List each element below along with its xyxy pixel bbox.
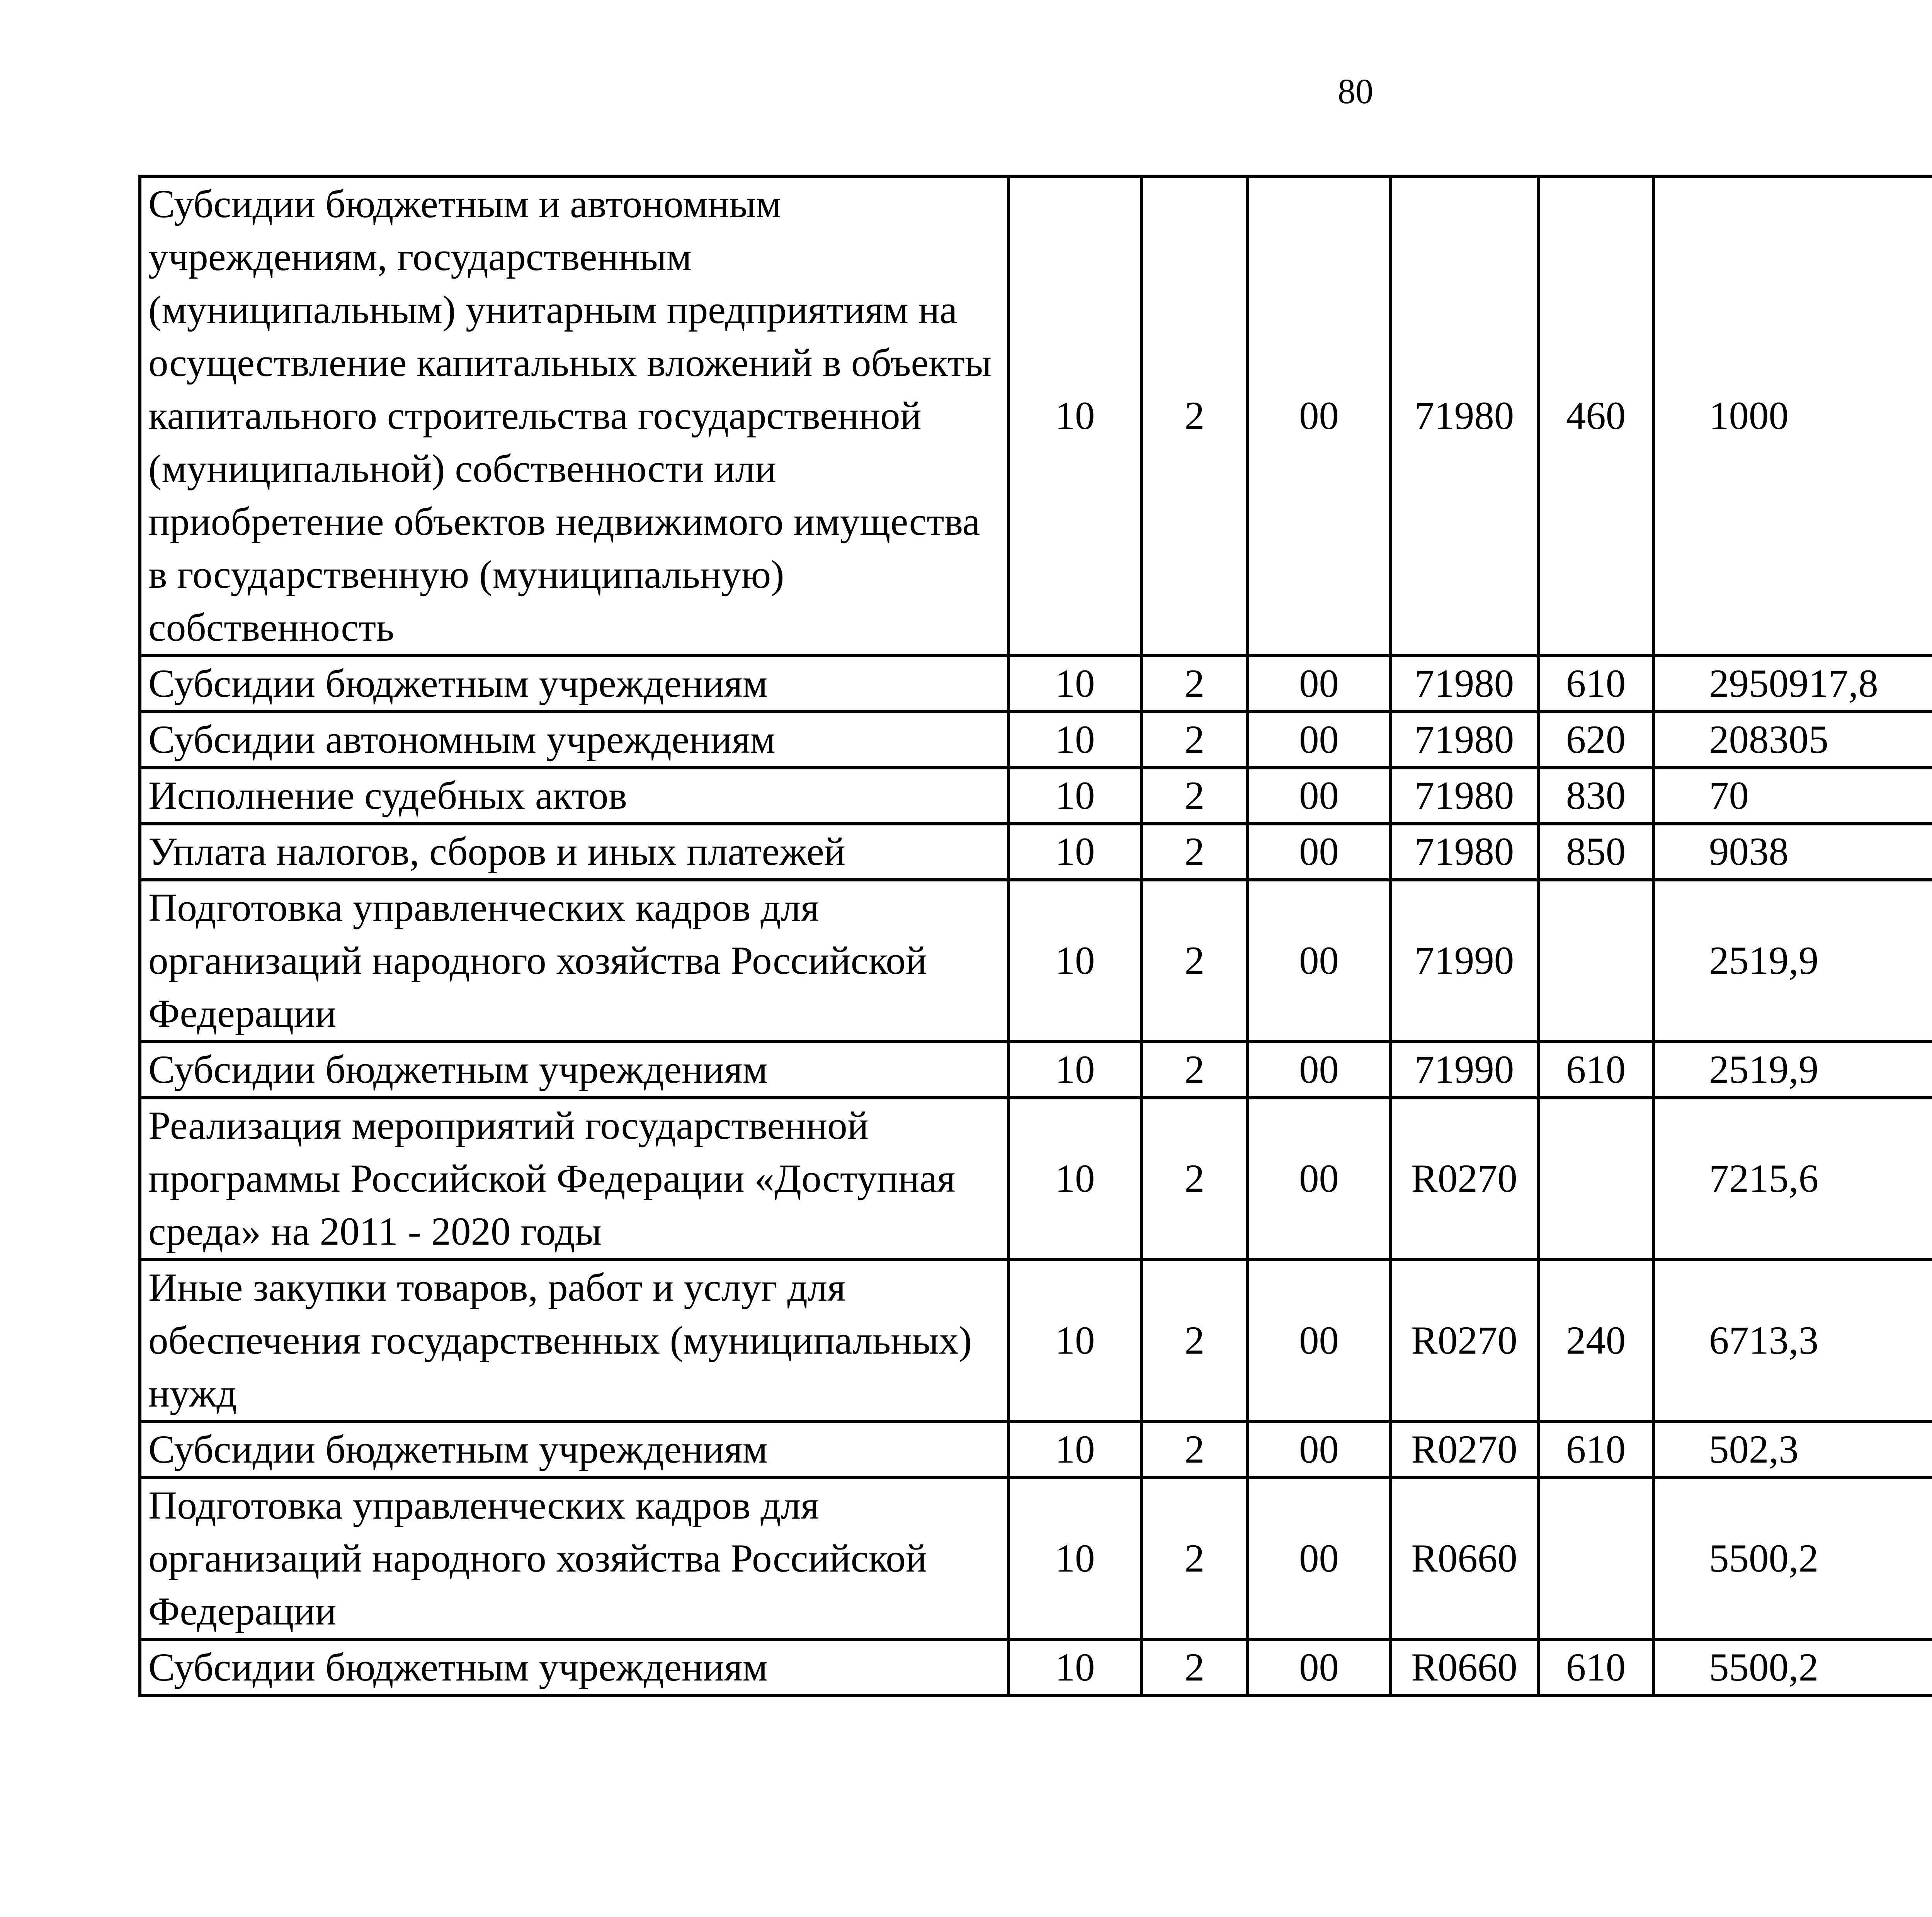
direction-code: 71990	[1390, 1042, 1538, 1098]
program-code: 00	[1248, 1260, 1390, 1422]
table-row	[140, 712, 1932, 768]
expense-type-code	[1538, 1478, 1653, 1640]
direction-code: 71980	[1390, 824, 1538, 880]
expense-type-code: 620	[1538, 712, 1653, 768]
section-code: 10	[1009, 712, 1141, 768]
subsection-code: 2	[1141, 176, 1248, 656]
expense-type-code	[1538, 880, 1653, 1042]
program-code: 00	[1248, 1098, 1390, 1260]
direction-code: 71980	[1390, 768, 1538, 824]
item-name: Иные закупки товаров, работ и услуг для обеспечения государственных (муниципальных) нужд	[140, 1260, 1009, 1422]
section-code: 10	[1009, 656, 1141, 712]
expense-type-code: 610	[1538, 1422, 1653, 1478]
table-row	[140, 1260, 1932, 1422]
program-code: 00	[1248, 824, 1390, 880]
subsection-code: 2	[1141, 880, 1248, 1042]
section-code: 10	[1009, 768, 1141, 824]
subsection-code: 2	[1141, 1640, 1248, 1696]
item-name: Субсидии бюджетным учреждениям	[140, 1422, 1009, 1478]
section-code: 10	[1009, 1260, 1141, 1422]
amount-year-1: 208305	[1653, 712, 1932, 768]
table-row	[140, 656, 1932, 712]
section-code: 10	[1009, 1422, 1141, 1478]
expense-type-code: 460	[1538, 176, 1653, 656]
expense-type-code: 850	[1538, 824, 1653, 880]
direction-code: R0270	[1390, 1260, 1538, 1422]
program-code: 00	[1248, 880, 1390, 1042]
expense-type-code: 830	[1538, 768, 1653, 824]
amount-year-1: 2519,9	[1653, 880, 1932, 1042]
expense-type-code: 610	[1538, 1042, 1653, 1098]
item-name: Реализация мероприятий государственной программы Российской Федерации «Доступная среда» на 2011 - 2020 годы	[140, 1098, 1009, 1260]
direction-code: R0270	[1390, 1098, 1538, 1260]
program-code: 00	[1248, 1478, 1390, 1640]
amount-year-1: 70	[1653, 768, 1932, 824]
program-code: 00	[1248, 768, 1390, 824]
direction-code: R0660	[1390, 1640, 1538, 1696]
program-code: 00	[1248, 656, 1390, 712]
program-code: 00	[1248, 176, 1390, 656]
table-row	[140, 1640, 1932, 1696]
expense-type-code: 610	[1538, 1640, 1653, 1696]
amount-year-1: 9038	[1653, 824, 1932, 880]
table-row	[140, 1478, 1932, 1640]
item-name: Исполнение судебных актов	[140, 768, 1009, 824]
subsection-code: 2	[1141, 1260, 1248, 1422]
subsection-code: 2	[1141, 1478, 1248, 1640]
amount-year-1: 6713,3	[1653, 1260, 1932, 1422]
budget-table	[138, 175, 1932, 1697]
table-row	[140, 880, 1932, 1042]
item-name: Субсидии бюджетным учреждениям	[140, 1042, 1009, 1098]
table-row	[140, 824, 1932, 880]
direction-code: R0270	[1390, 1422, 1538, 1478]
amount-year-1: 5500,2	[1653, 1640, 1932, 1696]
item-name: Субсидии автономным учреждениям	[140, 712, 1009, 768]
section-code: 10	[1009, 880, 1141, 1042]
table-row	[140, 176, 1932, 656]
section-code: 10	[1009, 1640, 1141, 1696]
section-code: 10	[1009, 1098, 1141, 1260]
page-number: 80	[1338, 71, 1373, 111]
section-code: 10	[1009, 176, 1141, 656]
program-code: 00	[1248, 1042, 1390, 1098]
program-code: 00	[1248, 712, 1390, 768]
expense-type-code: 610	[1538, 656, 1653, 712]
expense-type-code	[1538, 1098, 1653, 1260]
table-row	[140, 1422, 1932, 1478]
item-name: Субсидии бюджетным учреждениям	[140, 1640, 1009, 1696]
amount-year-1: 1000	[1653, 176, 1932, 656]
item-name: Субсидии бюджетным и автономным учреждениям, государственным (муниципальным) унитарным предприятиям на осуществление капитальных вложений в объекты капитального строительства государственной (муниципальной) собственности или приобретение объектов недвижимого имущества в государственную (муниципальную) собственность	[140, 176, 1009, 656]
item-name: Уплата налогов, сборов и иных платежей	[140, 824, 1009, 880]
direction-code: 71980	[1390, 656, 1538, 712]
subsection-code: 2	[1141, 1098, 1248, 1260]
program-code: 00	[1248, 1422, 1390, 1478]
table-row	[140, 1042, 1932, 1098]
subsection-code: 2	[1141, 1422, 1248, 1478]
direction-code: 71990	[1390, 880, 1538, 1042]
item-name: Подготовка управленческих кадров для организаций народного хозяйства Российской Федерации	[140, 1478, 1009, 1640]
direction-code: R0660	[1390, 1478, 1538, 1640]
subsection-code: 2	[1141, 1042, 1248, 1098]
amount-year-1: 7215,6	[1653, 1098, 1932, 1260]
item-name: Подготовка управленческих кадров для организаций народного хозяйства Российской Федерации	[140, 880, 1009, 1042]
program-code: 00	[1248, 1640, 1390, 1696]
table-row	[140, 768, 1932, 824]
amount-year-1: 2519,9	[1653, 1042, 1932, 1098]
subsection-code: 2	[1141, 824, 1248, 880]
table-row	[140, 1098, 1932, 1260]
subsection-code: 2	[1141, 712, 1248, 768]
section-code: 10	[1009, 1478, 1141, 1640]
subsection-code: 2	[1141, 656, 1248, 712]
subsection-code: 2	[1141, 768, 1248, 824]
section-code: 10	[1009, 1042, 1141, 1098]
item-name: Субсидии бюджетным учреждениям	[140, 656, 1009, 712]
amount-year-1: 5500,2	[1653, 1478, 1932, 1640]
amount-year-1: 502,3	[1653, 1422, 1932, 1478]
amount-year-1: 2950917,8	[1653, 656, 1932, 712]
expense-type-code: 240	[1538, 1260, 1653, 1422]
direction-code: 71980	[1390, 712, 1538, 768]
section-code: 10	[1009, 824, 1141, 880]
direction-code: 71980	[1390, 176, 1538, 656]
